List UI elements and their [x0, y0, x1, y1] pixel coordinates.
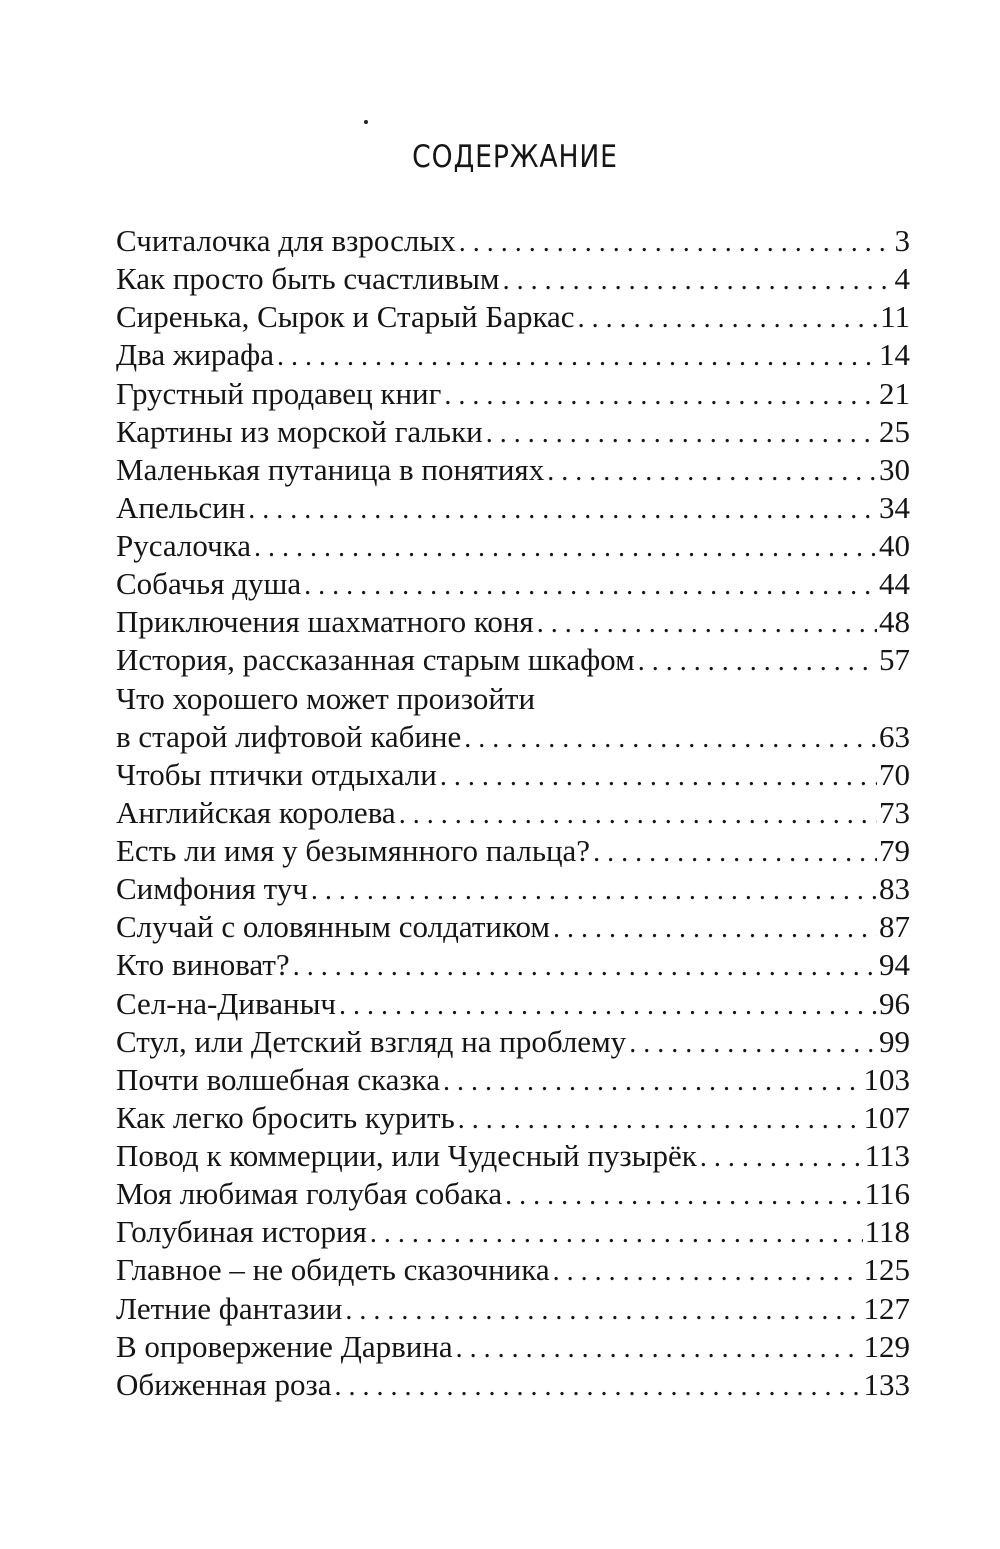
toc-leader-dots — [456, 1330, 862, 1366]
toc-entry — [116, 527, 910, 565]
toc-entry — [116, 946, 910, 984]
toc-entry-page: 87 — [879, 909, 910, 945]
toc-entry-page: 118 — [864, 1214, 910, 1250]
toc-leader-dots — [440, 758, 877, 794]
toc-entry-title: Кто виноват? — [116, 947, 290, 983]
toc-entry — [116, 413, 910, 451]
toc-leader-dots — [593, 834, 877, 870]
toc-entry-page: 3 — [894, 223, 910, 258]
toc-leader-dots — [444, 377, 877, 413]
toc-entry — [116, 870, 910, 908]
toc-entry — [116, 1366, 910, 1404]
toc-entry — [116, 1137, 910, 1175]
toc-entry-page: 30 — [879, 451, 910, 487]
toc-entry-title: Английская королева — [116, 794, 396, 830]
toc-entry-title: Сиренька, Сырок и Старый Баркас — [116, 299, 575, 335]
toc-entry-page: 44 — [879, 566, 910, 602]
toc-leader-dots — [503, 262, 893, 298]
toc-entry-title: Апельсин — [116, 489, 246, 525]
page-title: СОДЕРЖАНИЕ — [412, 139, 618, 175]
toc-entry-title: Стул, или Детский взгляд на проблему — [116, 1023, 627, 1059]
toc-entry — [116, 375, 910, 413]
toc-entry — [116, 1328, 910, 1366]
toc-entry-page: 11 — [880, 299, 910, 335]
toc-entry-title: Маленькая путаница в понятиях — [116, 451, 545, 487]
toc-entry — [116, 985, 910, 1023]
toc-entry-page: 107 — [863, 1099, 910, 1135]
toc-entry-title: Собачья душа — [116, 566, 302, 602]
toc-entry-page: 113 — [864, 1138, 910, 1173]
toc-leader-dots — [345, 1292, 861, 1328]
toc-entry-title: Считалочка для взрослых — [116, 223, 456, 258]
toc-entry-first-line — [116, 680, 910, 718]
toc-entry-title: Летние фантазии — [116, 1290, 343, 1326]
toc-entry-page: 116 — [864, 1176, 910, 1212]
toc-entry — [116, 1175, 910, 1213]
toc-entry-title: Как легко бросить курить — [116, 1099, 455, 1135]
toc-leader-dots — [339, 987, 877, 1023]
toc-entry-page: 21 — [879, 375, 910, 411]
toc-entry-page: 79 — [879, 833, 910, 868]
toc-entry-title: Есть ли имя у безымянного пальца? — [116, 833, 591, 868]
toc-entry-page: 96 — [879, 985, 910, 1021]
toc-entry-page: 70 — [879, 756, 910, 792]
toc-leader-dots — [277, 338, 877, 374]
toc-entry — [116, 222, 910, 260]
toc-entry — [116, 336, 910, 374]
toc-leader-dots — [638, 643, 877, 679]
toc-entry — [116, 1023, 910, 1061]
print-speck — [364, 120, 368, 124]
toc-leader-dots — [443, 1063, 861, 1099]
toc-entry-title-line1: Что хорошего может произойти — [116, 680, 536, 716]
toc-leader-dots — [486, 415, 877, 451]
toc-leader-dots — [370, 1215, 863, 1251]
toc-entry — [116, 1099, 910, 1137]
toc-entry-page: 34 — [879, 489, 910, 525]
toc-entry-title: Картины из морской гальки — [116, 413, 483, 449]
toc-entry — [116, 451, 910, 489]
toc-leader-dots — [547, 453, 877, 489]
toc-entry-title: Голубиная история — [116, 1214, 367, 1250]
toc-entry-page: 94 — [879, 947, 910, 983]
toc-entry — [116, 565, 910, 603]
toc-entry-page: 103 — [863, 1061, 910, 1097]
toc-entry — [116, 1290, 910, 1328]
toc-entry-title: Приключения шахматного коня — [116, 604, 534, 640]
toc-entry-title: Чтобы птички отдыхали — [116, 756, 437, 792]
toc-leader-dots — [304, 567, 877, 603]
toc-entry-title: Симфония туч — [116, 871, 308, 907]
toc-leader-dots — [464, 720, 877, 756]
toc-entry-page: 129 — [863, 1328, 910, 1364]
toc-entry-page: 133 — [863, 1366, 910, 1402]
toc-entry-title: Почти волшебная сказка — [116, 1061, 441, 1097]
toc-leader-dots — [254, 529, 877, 565]
toc-entry — [116, 1213, 910, 1251]
toc-entry-page: 25 — [879, 413, 910, 449]
toc-leader-dots — [458, 1101, 862, 1137]
toc-entry-title: В опровержение Дарвина — [116, 1328, 453, 1364]
toc-entry-title: Моя любимая голубая собака — [116, 1176, 503, 1212]
toc-entry-page: 57 — [879, 642, 910, 678]
toc-entry-page: 127 — [863, 1290, 910, 1326]
toc-leader-dots — [293, 948, 877, 984]
toc-entry — [116, 1061, 910, 1099]
toc-leader-dots — [248, 491, 877, 527]
toc-leader-dots — [505, 1177, 862, 1213]
toc-entry-page: 14 — [879, 337, 910, 373]
toc-entry — [116, 718, 910, 756]
toc-entry-title: История, рассказанная старым шкафом — [116, 642, 635, 678]
toc-leader-dots — [553, 1253, 862, 1289]
toc-entry-title: Обиженная роза — [116, 1366, 332, 1402]
toc-entry-title: Русалочка — [116, 528, 252, 563]
toc-leader-dots — [700, 1139, 863, 1175]
toc-entry — [116, 908, 910, 946]
toc-entry-title: в старой лифтовой кабине — [116, 718, 462, 754]
toc-entry-title: Сел-на-Диваныч — [116, 985, 337, 1021]
toc-entry-page: 125 — [863, 1252, 910, 1288]
table-of-contents — [116, 222, 910, 1404]
toc-entry — [116, 756, 910, 794]
toc-leader-dots — [459, 224, 893, 260]
toc-entry — [116, 260, 910, 298]
toc-entry-title: Два жирафа — [116, 337, 274, 373]
toc-leader-dots — [629, 1025, 877, 1061]
toc-entry-page: 48 — [879, 604, 910, 640]
toc-leader-dots — [334, 1368, 861, 1404]
toc-leader-dots — [537, 605, 877, 641]
toc-entry — [116, 794, 910, 832]
toc-leader-dots — [399, 796, 877, 832]
toc-entry-title: Случай с оловянным солдатиком — [116, 909, 550, 945]
toc-entry-page: 4 — [894, 261, 910, 297]
toc-leader-dots — [553, 910, 877, 946]
toc-entry-title: Повод к коммерции, или Чудесный пузырёк — [116, 1138, 697, 1173]
toc-entry — [116, 641, 910, 679]
toc-entry — [116, 832, 910, 870]
toc-leader-dots — [578, 300, 879, 336]
toc-entry-title: Как просто быть счастливым — [116, 261, 500, 297]
toc-entry — [116, 1251, 910, 1289]
toc-leader-dots — [311, 872, 877, 908]
toc-entry-page: 99 — [879, 1023, 910, 1059]
toc-entry — [116, 298, 910, 336]
toc-entry — [116, 603, 910, 641]
toc-entry-page: 63 — [879, 718, 910, 754]
toc-entry — [116, 489, 910, 527]
toc-entry-title: Грустный продавец книг — [116, 375, 442, 411]
toc-entry-page: 83 — [879, 871, 910, 907]
toc-entry-page: 73 — [879, 794, 910, 830]
toc-entry-title: Главное – не обидеть сказочника — [116, 1252, 550, 1288]
toc-entry-page: 40 — [879, 528, 910, 563]
